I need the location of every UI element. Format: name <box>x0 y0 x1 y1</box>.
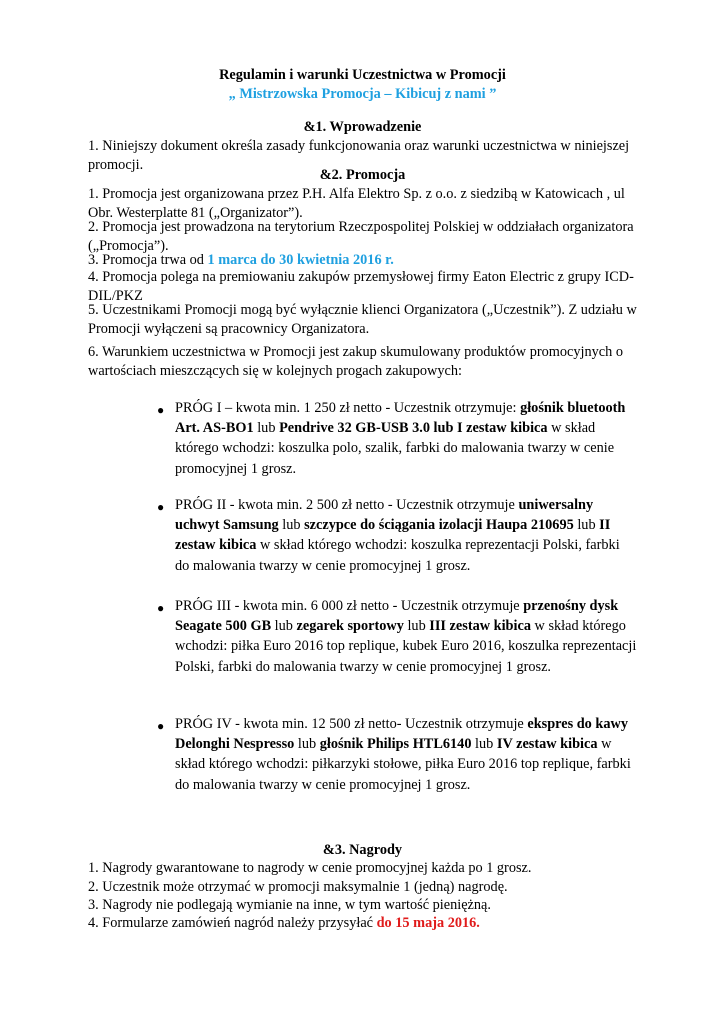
section-2-paragraph-2: 2. Promocja jest prowadzona na terytorium Rzeczpospolitej Polskiej w oddziałach organizatora („Promocja”). <box>88 219 634 254</box>
section-2-paragraph-1: 1. Promocja jest organizowana przez P.H. Alfa Elektro Sp. z o.o. z siedzibą w Katowicach , ul Obr. Westerplatte 81 („Organizator”). <box>88 186 625 221</box>
tier-3-text-or: lub <box>271 618 297 635</box>
tier-2-prize-b: szczypce do ściągania izolacji Haupa 210695 <box>304 517 574 534</box>
deadline-date: do 15 maja 2016. <box>376 915 480 931</box>
promotion-period-dates: 1 marca do 30 kwietnia 2016 r. <box>207 252 394 268</box>
tier-2-text: PRÓG II - kwota min. 2 500 zł netto - Uczestnik otrzymuje <box>175 497 519 513</box>
section-3-paragraph-2: 2. Uczestnik może otrzymać w promocji maksymalnie 1 (jedną) nagrodę. <box>88 879 508 895</box>
tier-3-text-or-2: lub <box>403 618 430 635</box>
tier-2-text-or-2: lub <box>573 517 600 534</box>
tier-2-text-or: lub <box>278 517 305 534</box>
tier-4-text-or-2: lub <box>471 736 497 753</box>
tier-4-prize-c: IV zestaw kibica <box>496 736 598 753</box>
tier-2-text-rest: w skład którego wchodzi: koszulka reprezentacji Polski, farbki do malowania twarzy w cenie promocyjnej 1 grosz. <box>175 537 620 574</box>
tier-4-item <box>175 714 637 795</box>
tier-3-prize-b: zegarek sportowy <box>296 618 404 635</box>
section-2-paragraph-4: 4. Promocja polega na premiowaniu zakupów przemysłowej firmy Eaton Electric z grupy ICD-DIL/PKZ <box>88 269 634 304</box>
section-3-paragraph-3: 3. Nagrody nie podlegają wymianie na inne, w tym wartość pieniężną. <box>88 897 491 913</box>
section-1-heading: &1. Wprowadzenie <box>303 119 422 135</box>
section-2-heading: &2. Promocja <box>319 167 406 183</box>
tier-1-item <box>175 398 637 479</box>
tier-3-item <box>175 596 637 677</box>
tier-1-text-rest: w skład którego wchodzi: koszulka polo, szalik, farbki do malowania twarzy w cenie promocyjnej 1 grosz. <box>175 420 615 477</box>
tier-1-text-or: lub <box>253 420 280 437</box>
tier-2-bullet: ● <box>157 500 165 514</box>
tier-3-bullet: ● <box>157 601 165 615</box>
tier-1-text: PRÓG I – kwota min. 1 250 zł netto - Uczestnik otrzymuje: <box>175 400 521 416</box>
section-2-paragraph-6: 6. Warunkiem uczestnictwa w Promocji jest zakup skumulowany produktów promocyjnych o wartościach mieszczących się w kolejnych progach zakupowych: <box>88 344 624 379</box>
tier-1-prize-a: głośnik bluetooth Art. AS-BO1 <box>175 400 626 437</box>
tier-2-item <box>175 495 637 576</box>
deadline-label: 4. Formularze zamówień nagród należy przysyłać <box>88 915 377 931</box>
tier-4-prize-b: głośnik Philips HTL6140 <box>319 736 472 753</box>
tier-4-bullet: ● <box>157 719 165 733</box>
document-title: Regulamin i warunki Uczestnictwa w Promocji <box>219 67 506 83</box>
section-2-paragraph-5: 5. Uczestnikami Promocji mogą być wyłącznie klienci Organizatora („Uczestnik”). Z udziału w Promocji wyłączeni są pracownicy Organizatora. <box>88 302 637 337</box>
tier-4-text-or: lub <box>294 736 320 753</box>
tier-3-prize-a: przenośny dysk Seagate 500 GB <box>175 598 619 635</box>
section-3-paragraph-1: 1. Nagrody gwarantowane to nagrody w cenie promocyjnej każda po 1 grosz. <box>88 860 532 876</box>
promotion-name: „ Mistrzowska Promocja – Kibicuj z nami ” <box>228 86 497 102</box>
tier-4-text: PRÓG IV - kwota min. 12 500 zł netto- Uczestnik otrzymuje <box>175 716 528 732</box>
tier-2-prize-a: uniwersalny uchwyt Samsung <box>175 497 594 534</box>
tier-3-text-rest: w skład którego wchodzi: piłka Euro 2016 top replique, kubek Euro 2016, koszulka reprezentacji Polski, farbki do malowania twarzy w cenie promocyjnej 1 grosz. <box>175 618 637 675</box>
tier-3-text: PRÓG III - kwota min. 6 000 zł netto - Uczestnik otrzymuje <box>175 598 524 614</box>
section-3-heading: &3. Nagrody <box>322 842 403 858</box>
tier-3-prize-c: III zestaw kibica <box>429 618 531 635</box>
section-3-paragraph-4 <box>88 914 648 933</box>
tier-2-prize-c: II zestaw kibica <box>175 517 611 554</box>
tier-4-prize-a: ekspres do kawy Delonghi Nespresso <box>175 716 628 753</box>
tier-1-prize-b: Pendrive 32 GB-USB 3.0 lub I zestaw kibica <box>279 420 548 437</box>
promotion-period-label: 3. Promocja trwa od <box>88 252 208 268</box>
section-1-paragraph-1: 1. Niniejszy dokument określa zasady funkcjonowania oraz warunki uczestnictwa w niniejszej promocji. <box>88 138 630 173</box>
tier-1-bullet: ● <box>157 403 165 417</box>
tier-4-text-rest: w skład którego wchodzi: piłkarzyki stołowe, piłka Euro 2016 top replique, farbki do malowania twarzy w cenie promocyjnej 1 grosz. <box>175 736 631 793</box>
